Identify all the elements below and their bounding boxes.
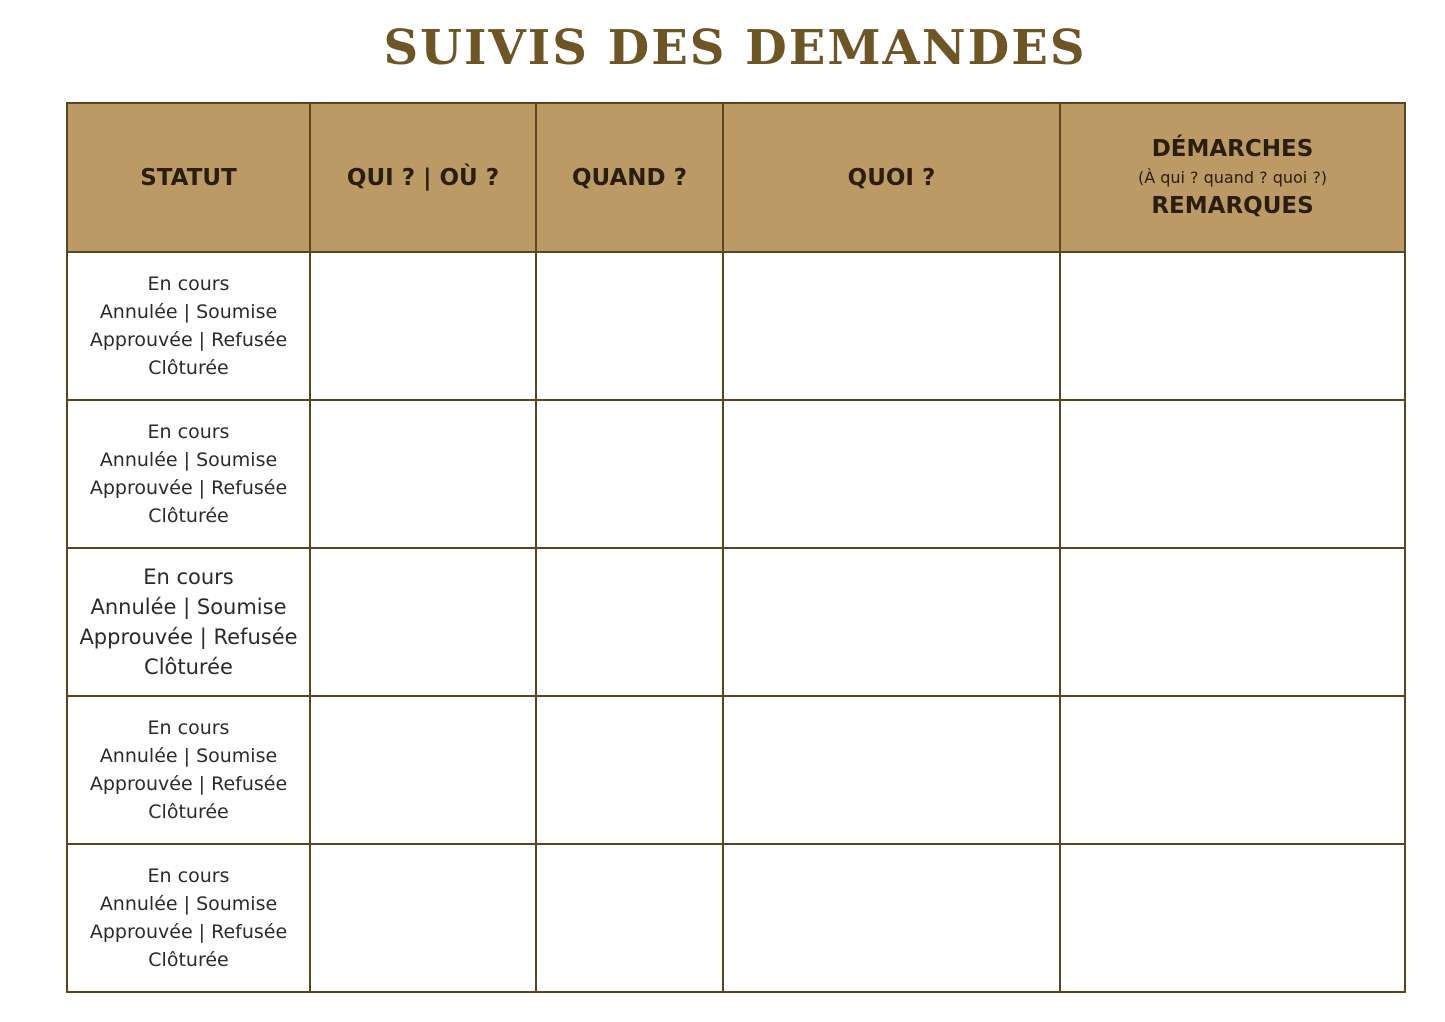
quoi-cell[interactable]: [723, 548, 1060, 696]
status-option-annulee-soumise: Annulée | Soumise: [99, 893, 278, 915]
page-title: SUIVIS DES DEMANDES: [383, 20, 1087, 76]
status-options: [68, 270, 309, 382]
status-option-annulee-soumise: Annulée | Soumise: [90, 595, 287, 619]
quand-cell[interactable]: [536, 696, 723, 844]
status-option-annulee-soumise: Annulée | Soumise: [99, 301, 278, 323]
column-header-demarches-label: DÉMARCHES: [1151, 136, 1314, 162]
column-header-statut: STATUT: [67, 103, 310, 252]
status-cell: [67, 400, 310, 548]
status-option-cloturee: Clôturée: [148, 505, 229, 527]
status-option-en-cours: En cours: [147, 865, 230, 887]
qui-ou-cell[interactable]: [310, 844, 536, 992]
table-row: [67, 844, 1405, 992]
demarches-cell[interactable]: [1060, 548, 1405, 696]
status-option-approuvee-refusee: Approuvée | Refusée: [89, 477, 288, 499]
status-option-approuvee-refusee: Approuvée | Refusée: [89, 921, 288, 943]
status-option-annulee-soumise: Annulée | Soumise: [99, 745, 278, 767]
demarches-cell[interactable]: [1060, 252, 1405, 400]
column-header-demarches-subtitle: (À qui ? quand ? quoi ?): [1137, 168, 1328, 187]
quand-cell[interactable]: [536, 548, 723, 696]
column-header-quand: QUAND ?: [536, 103, 723, 252]
quoi-cell[interactable]: [723, 400, 1060, 548]
qui-ou-cell[interactable]: [310, 400, 536, 548]
quand-cell[interactable]: [536, 844, 723, 992]
status-options: [68, 862, 309, 974]
column-header-quoi: QUOI ?: [723, 103, 1060, 252]
status-option-en-cours: En cours: [143, 565, 234, 589]
quand-cell[interactable]: [536, 252, 723, 400]
table-header-row: [67, 103, 1405, 252]
status-option-en-cours: En cours: [147, 421, 230, 443]
column-header-remarques-label: REMARQUES: [1151, 193, 1314, 219]
status-option-en-cours: En cours: [147, 717, 230, 739]
quoi-cell[interactable]: [723, 844, 1060, 992]
status-option-approuvee-refusee: Approuvée | Refusée: [79, 625, 298, 649]
status-option-cloturee: Clôturée: [148, 949, 229, 971]
table-row: [67, 696, 1405, 844]
status-options: [68, 418, 309, 530]
status-cell: [67, 696, 310, 844]
demarches-cell[interactable]: [1060, 696, 1405, 844]
table-row: [67, 400, 1405, 548]
status-options: [68, 714, 309, 826]
status-options: [68, 562, 309, 682]
quand-cell[interactable]: [536, 400, 723, 548]
status-option-annulee-soumise: Annulée | Soumise: [99, 449, 278, 471]
qui-ou-cell[interactable]: [310, 548, 536, 696]
quoi-cell[interactable]: [723, 696, 1060, 844]
status-option-approuvee-refusee: Approuvée | Refusée: [89, 329, 288, 351]
status-option-approuvee-refusee: Approuvée | Refusée: [89, 773, 288, 795]
demarches-cell[interactable]: [1060, 844, 1405, 992]
column-header-demarches: [1060, 103, 1405, 252]
qui-ou-cell[interactable]: [310, 696, 536, 844]
quoi-cell[interactable]: [723, 252, 1060, 400]
status-cell: [67, 252, 310, 400]
requests-table: [66, 102, 1406, 993]
table-row: [67, 252, 1405, 400]
status-cell: [67, 844, 310, 992]
status-option-en-cours: En cours: [147, 273, 230, 295]
demarches-cell[interactable]: [1060, 400, 1405, 548]
status-cell: [67, 548, 310, 696]
column-header-qui-ou: QUI ? | OÙ ?: [310, 103, 536, 252]
status-option-cloturee: Clôturée: [148, 357, 229, 379]
table-row: [67, 548, 1405, 696]
status-option-cloturee: Clôturée: [148, 801, 229, 823]
status-option-cloturee: Clôturée: [144, 655, 233, 679]
qui-ou-cell[interactable]: [310, 252, 536, 400]
